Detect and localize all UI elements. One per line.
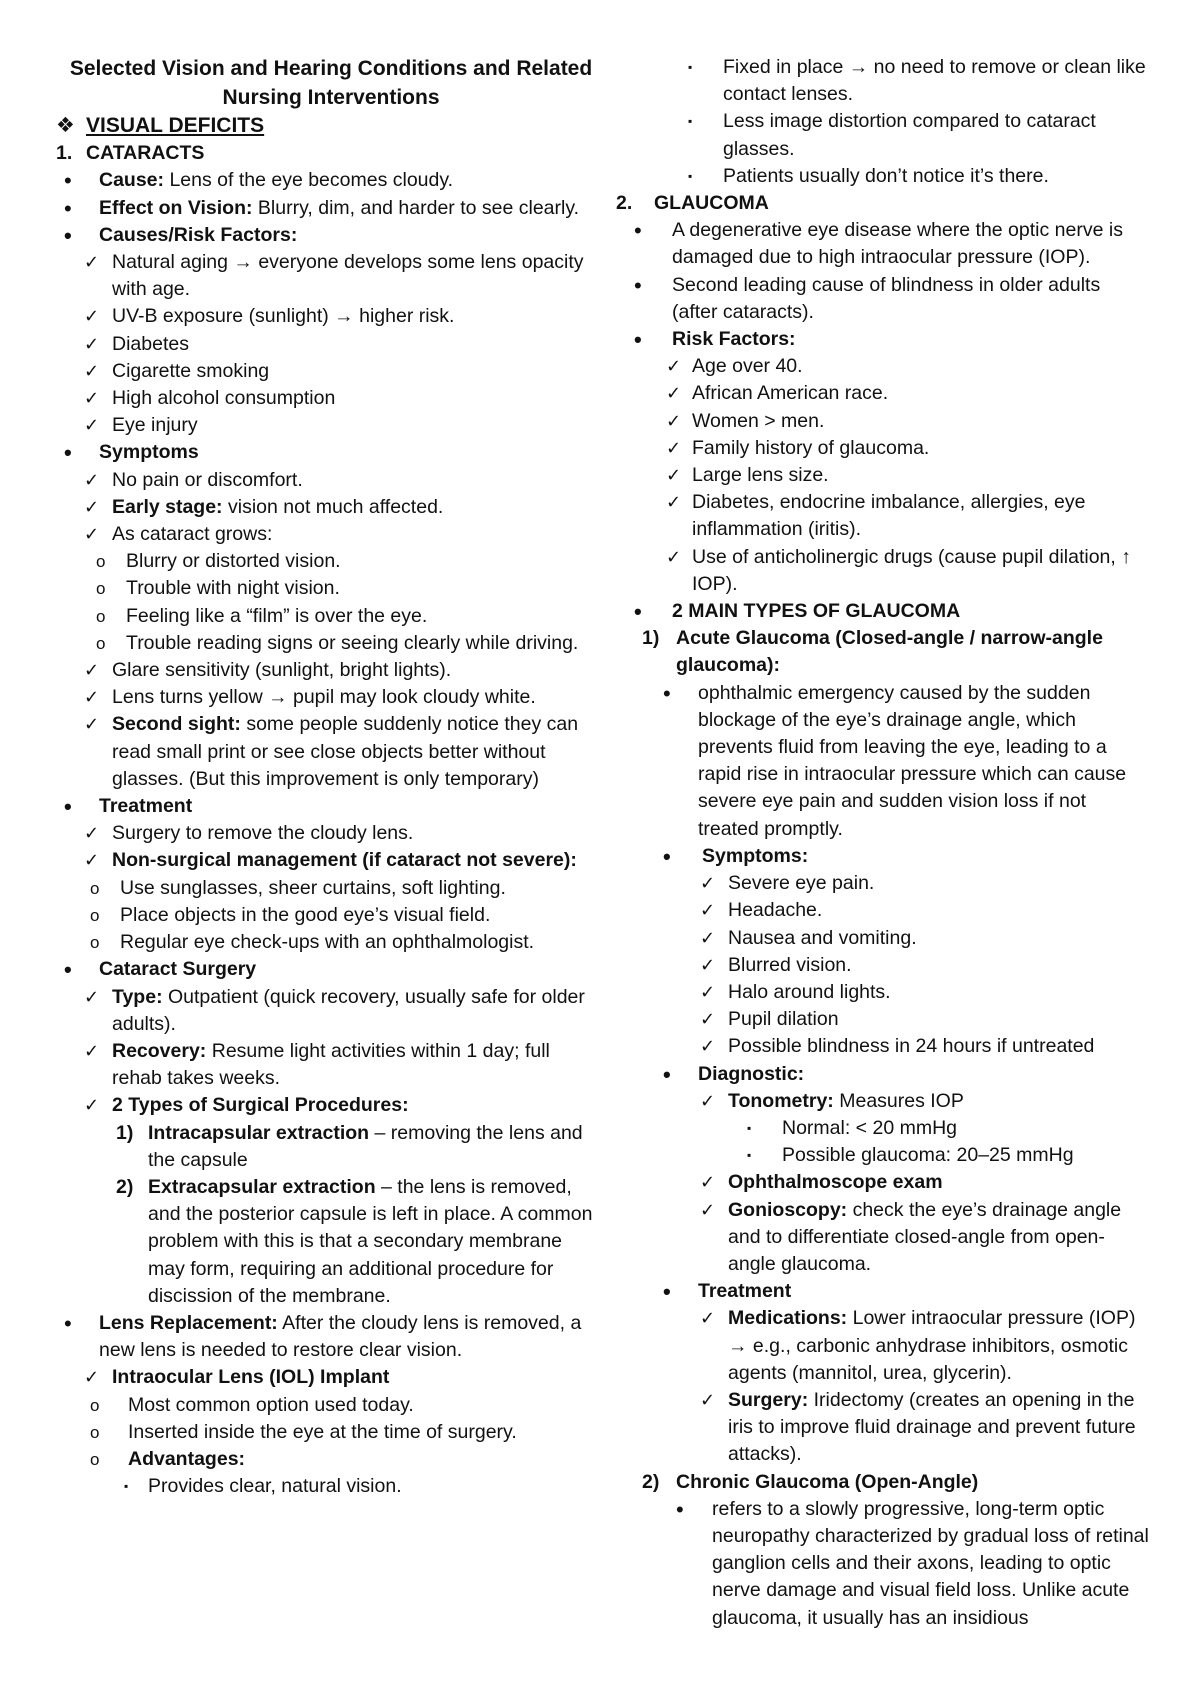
subheading: Diagnostic: (698, 1062, 805, 1085)
check-icon: ✓ (700, 1389, 716, 1411)
check-icon: ✓ (700, 900, 716, 922)
check-item: ✓ Second sight: some people suddenly notice they can read small print or see close objects better without glasses. (But this improvement is only temporary) (84, 713, 579, 790)
square-bullet-icon: ▪ (688, 168, 693, 183)
check-item: ✓ UV-B exposure (sunlight) → higher risk. (56, 303, 596, 330)
subheading: 2 MAIN TYPES OF GLAUCOMA (672, 600, 961, 623)
circle-bullet-icon: o (90, 1422, 100, 1442)
sub-sub-item: ▪ Normal: < 20 mmHg (616, 1115, 1151, 1142)
check-item: ✓ Diabetes, endocrine imbalance, allergies, eye inflammation (iritis). (666, 491, 1086, 541)
diamond-bullet-icon: ❖ (56, 114, 75, 137)
check-item: ✓ High alcohol consumption (56, 385, 596, 412)
number-label: 2) (116, 1175, 134, 1198)
subheading: Symptoms (99, 441, 199, 464)
check-icon: ✓ (84, 388, 100, 410)
subheading: Cataract Surgery (99, 958, 257, 981)
sub-item: o Blurry or distorted vision. (56, 548, 596, 575)
bullet-icon: • (64, 440, 72, 466)
bullet-icon: • (663, 680, 671, 706)
check-item: ✓ Women > men. (616, 408, 1151, 435)
bullet-icon: • (634, 272, 642, 298)
check-item: ✓ No pain or discomfort. (56, 467, 596, 494)
cataracts-heading (56, 140, 596, 167)
subheading: Treatment (698, 1280, 792, 1303)
circle-bullet-icon: o (90, 1449, 100, 1469)
check-item: ✓ Non-surgical management (if cataract not severe): (56, 847, 596, 874)
check-icon: ✓ (84, 415, 100, 437)
glaucoma-heading (616, 190, 1151, 217)
bullet-icon: • (663, 1279, 671, 1305)
check-icon: ✓ (84, 986, 100, 1008)
numbered-item: 1) Intracapsular extraction – removing the lens and the capsule (116, 1121, 583, 1171)
square-bullet-icon: ▪ (688, 60, 693, 74)
list-item: • ophthalmic emergency caused by the sudden blockage of the eye’s drainage angle, which prevents fluid from leaving the eye, leading to a rapid rise in intraocular pressure which can cause severe eye pain and sudden vision loss if not treated promptly. (663, 680, 1127, 840)
bullet-icon: • (634, 218, 642, 244)
sub-item: o Trouble reading signs or seeing clearly while driving. (56, 630, 596, 657)
number-label: 1. (56, 142, 73, 165)
check-item: ✓ Lens turns yellow → pupil may look cloudy white. (56, 684, 596, 711)
check-item: ✓ Natural aging → everyone develops some lens opacity with age. (84, 251, 584, 301)
check-icon: ✓ (84, 850, 100, 872)
check-item: ✓ Surgery to remove the cloudy lens. (56, 820, 596, 847)
sub-sub-item: ▪ Patients usually don’t notice it’s there. (616, 163, 1151, 190)
list-item (56, 222, 596, 249)
check-icon: ✓ (84, 660, 100, 682)
document-title: Selected Vision and Hearing Conditions and Related Nursing Interventions (69, 57, 593, 109)
circle-bullet-icon: o (90, 878, 100, 898)
list-item: • Second leading cause of blindness in older adults (after cataracts). (634, 272, 1101, 323)
check-icon: ✓ (84, 496, 100, 518)
list-item: • A degenerative eye disease where the optic nerve is damaged due to high intraocular pressure (IOP). (634, 218, 1123, 269)
text: Blurry, dim, and harder to see clearly. (252, 196, 580, 219)
sub-item: o Most common option used today. (56, 1392, 596, 1419)
subheading: Treatment (99, 795, 193, 818)
check-icon: ✓ (700, 1036, 716, 1058)
sub-item: o Advantages: (56, 1446, 596, 1473)
check-item: ✓ Glare sensitivity (sunlight, bright lights). (56, 657, 596, 684)
check-icon: ✓ (666, 410, 682, 432)
subheading: Symptoms: (702, 844, 809, 867)
check-item: ✓ Ophthalmoscope exam (616, 1169, 1151, 1196)
check-item: ✓ Surgery: Iridectomy (creates an opening in the iris to improve fluid drainage and prevent future attacks). (700, 1388, 1136, 1466)
check-item: ✓ Tonometry: Measures IOP (616, 1088, 1151, 1115)
list-item (616, 598, 1151, 625)
check-icon: ✓ (84, 687, 100, 709)
bullet-icon: • (663, 1061, 671, 1087)
check-item: ✓ Recovery: Resume light activities within 1 day; full rehab takes weeks. (84, 1039, 550, 1090)
check-icon: ✓ (700, 873, 716, 895)
bullet-icon: • (634, 327, 642, 353)
list-item (616, 843, 1151, 870)
square-bullet-icon: ▪ (688, 114, 693, 129)
check-icon: ✓ (84, 306, 100, 328)
left-column (56, 54, 596, 1500)
check-icon: ✓ (666, 492, 682, 514)
check-item: ✓ Eye injury (56, 412, 596, 439)
check-icon: ✓ (700, 1090, 716, 1112)
heading-text: CATARACTS (86, 142, 205, 165)
check-icon: ✓ (700, 1172, 716, 1194)
circle-bullet-icon: o (90, 933, 100, 953)
check-icon: ✓ (84, 360, 100, 382)
check-item: ✓ Severe eye pain. (616, 870, 1151, 897)
check-icon: ✓ (84, 333, 100, 355)
check-item: ✓ Cigarette smoking (56, 358, 596, 385)
check-item: ✓ Family history of glaucoma. (616, 435, 1151, 462)
text: Lens of the eye becomes cloudy. (164, 169, 454, 192)
bullet-icon: • (64, 168, 72, 194)
number-label: 1) (642, 627, 660, 650)
check-icon: ✓ (666, 465, 682, 487)
bullet-icon: • (663, 843, 671, 869)
check-item: ✓ Headache. (616, 897, 1151, 924)
bullet-icon: • (64, 222, 72, 248)
check-item: ✓ Age over 40. (616, 353, 1151, 380)
list-item: • refers to a slowly progressive, long-term optic neuropathy characterized by gradual loss of retinal ganglion cells and their axons, leading to optic nerve damage and visual field loss. Unlike acute glaucoma, it usually has an insidious (676, 1496, 1149, 1629)
check-icon: ✓ (700, 1308, 716, 1330)
check-icon: ✓ (84, 469, 100, 491)
sub-item: o Inserted inside the eye at the time of surgery. (56, 1419, 596, 1446)
number-label: 2) (642, 1470, 660, 1493)
check-icon: ✓ (84, 714, 100, 736)
square-bullet-icon: ▪ (747, 1120, 752, 1135)
check-icon: ✓ (84, 823, 100, 845)
list-item (616, 1061, 1151, 1088)
sub-sub-item: ▪ Fixed in place → no need to remove or clean like contact lenses. (688, 56, 1146, 106)
list-item (56, 167, 596, 194)
sub-item: o Trouble with night vision. (56, 575, 596, 602)
section-heading (56, 112, 596, 140)
circle-bullet-icon: o (96, 606, 106, 626)
subheading: Causes/Risk Factors: (99, 223, 298, 246)
section-title: VISUAL DEFICITS (86, 114, 265, 137)
label: Effect on Vision: (99, 196, 253, 219)
circle-bullet-icon: o (90, 1395, 100, 1415)
bullet-icon: • (64, 794, 72, 820)
check-icon: ✓ (700, 927, 716, 949)
sub-sub-item: ▪ Less image distortion compared to cataract glasses. (688, 110, 1096, 160)
check-item: ✓ Diabetes (56, 331, 596, 358)
numbered-heading: 1) Acute Glaucoma (Closed-angle / narrow-angle glaucoma): (642, 627, 1103, 677)
check-icon: ✓ (84, 1367, 100, 1389)
check-item: ✓ Large lens size. (616, 462, 1151, 489)
bullet-icon: • (64, 195, 72, 221)
list-item (56, 439, 596, 466)
check-item: ✓ Medications: Lower intraocular pressure (IOP) → e.g., carbonic anhydrase inhibitors, osmotic agents (mannitol, urea, glycerin). (700, 1307, 1136, 1384)
check-item: ✓ Pupil dilation (616, 1006, 1151, 1033)
check-icon: ✓ (84, 524, 100, 546)
circle-bullet-icon: o (96, 633, 106, 653)
check-item: ✓ Use of anticholinergic drugs (cause pupil dilation, ↑ IOP). (666, 545, 1131, 595)
list-item: • Lens Replacement: After the cloudy lens is removed, a new lens is needed to restore clear vision. (64, 1310, 582, 1362)
list-item (56, 195, 596, 222)
check-icon: ✓ (700, 954, 716, 976)
bullet-icon: • (64, 957, 72, 983)
check-icon: ✓ (666, 546, 682, 568)
numbered-item: 2) Extracapsular extraction – the lens is removed, and the posterior capsule is left in place. A common problem with this is that a secondary membrane may form, requiring an additional procedure for discission of the membrane. (116, 1175, 593, 1307)
sub-sub-item: ▪ Possible glaucoma: 20–25 mmHg (616, 1142, 1151, 1169)
check-item: ✓ African American race. (616, 380, 1151, 407)
right-column (616, 54, 1151, 1632)
check-item: ✓ 2 Types of Surgical Procedures: (56, 1092, 596, 1119)
number-label: 2. (616, 192, 633, 215)
number-label: 1) (116, 1121, 134, 1144)
bullet-icon: • (676, 1496, 684, 1522)
check-icon: ✓ (84, 1040, 100, 1062)
check-icon: ✓ (700, 1199, 716, 1221)
check-item: ✓ Type: Outpatient (quick recovery, usually safe for older adults). (84, 985, 585, 1035)
check-item: ✓ Possible blindness in 24 hours if untreated (616, 1033, 1151, 1060)
check-icon: ✓ (666, 356, 682, 378)
label: Cause: (99, 169, 165, 192)
circle-bullet-icon: o (90, 905, 100, 925)
bullet-icon: • (64, 1310, 72, 1336)
check-item: ✓ Nausea and vomiting. (616, 925, 1151, 952)
sub-item: o Regular eye check-ups with an ophthalmologist. (56, 929, 596, 956)
check-icon: ✓ (84, 252, 100, 274)
circle-bullet-icon: o (96, 579, 106, 599)
check-icon: ✓ (700, 981, 716, 1003)
check-item: ✓ Gonioscopy: check the eye’s drainage angle and to differentiate closed-angle from open-angle glaucoma. (700, 1198, 1122, 1275)
check-icon: ✓ (700, 1009, 716, 1031)
subheading: Risk Factors: (672, 328, 796, 351)
check-item: ✓ Intraocular Lens (IOL) Implant (56, 1364, 596, 1391)
numbered-heading: 2) Chronic Glaucoma (Open-Angle) (616, 1469, 1151, 1496)
sub-item: o Feeling like a “film” is over the eye. (56, 603, 596, 630)
heading-text: GLAUCOMA (654, 192, 769, 215)
list-item (56, 956, 596, 983)
check-icon: ✓ (666, 437, 682, 459)
check-icon: ✓ (84, 1095, 100, 1117)
check-item: ✓ Early stage: vision not much affected. (56, 494, 596, 521)
square-bullet-icon: ▪ (124, 1479, 129, 1494)
square-bullet-icon: ▪ (747, 1148, 752, 1163)
bullet-icon: • (634, 599, 642, 625)
check-icon: ✓ (666, 383, 682, 405)
check-item: ✓ As cataract grows: (56, 521, 596, 548)
circle-bullet-icon: o (96, 552, 106, 572)
sub-sub-item: ▪ Provides clear, natural vision. (56, 1473, 596, 1500)
list-item (56, 793, 596, 820)
list-item (616, 326, 1151, 353)
check-item: ✓ Blurred vision. (616, 952, 1151, 979)
check-item: ✓ Halo around lights. (616, 979, 1151, 1006)
sub-item: o Place objects in the good eye’s visual field. (56, 902, 596, 929)
sub-item: o Use sunglasses, sheer curtains, soft lighting. (56, 875, 596, 902)
list-item (616, 1278, 1151, 1305)
